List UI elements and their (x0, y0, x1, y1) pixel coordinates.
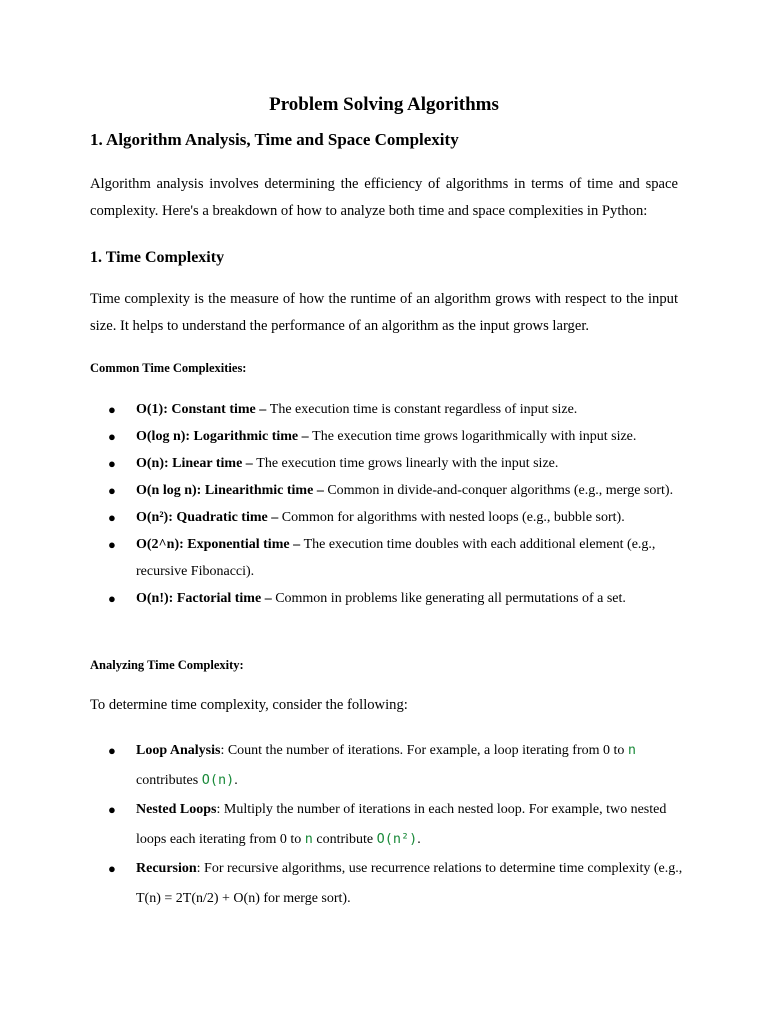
complexity-desc: Common for algorithms with nested loops (e.g., bubble sort). (281, 510, 625, 525)
complexity-desc: Common in problems like generating all permutations of a set. (275, 591, 626, 606)
complexity-desc: The execution time grows linearly with the input size. (256, 456, 559, 471)
complexity-term: O(log n): Logarithmic time (136, 429, 299, 444)
complexity-term: O(n): Linear time (136, 456, 243, 471)
complexity-desc: Common in divide-and-conquer algorithms (e.g., merge sort). (327, 483, 674, 498)
list-item (108, 854, 688, 913)
bullet-icon: ● (108, 456, 116, 471)
time-complexity-paragraph: Time complexity is the measure of how the runtime of an algorithm grows with respect to the input size. It helps to understand the performance of an algorithm as the input grows larger. (90, 291, 678, 334)
analysis-text: : For recursive algorithms, use recurrence relations to determine time complexity (e.g., T(n) = 2T(n/2) + O(n) for merge sort). (136, 861, 683, 906)
inline-code: n (627, 742, 637, 758)
bullet-icon: ● (108, 861, 116, 876)
analysis-list (108, 736, 688, 913)
analysis-term: Nested Loops (136, 802, 217, 817)
bullet-icon: ● (108, 402, 116, 417)
separator: – (242, 456, 257, 471)
complexity-term: O(n log n): Linearithmic time (136, 483, 314, 498)
list-item (108, 585, 688, 612)
complexity-term: O(1): Constant time (136, 402, 256, 417)
list-item (108, 396, 688, 423)
list-item (108, 477, 688, 504)
analysis-text: contributes (136, 772, 202, 788)
analyzing-heading: Analyzing Time Complexity: (90, 658, 244, 672)
analysis-text: : Count the number of iterations. For example, a loop iterating from 0 to (220, 743, 628, 758)
analysis-term: Loop Analysis (136, 743, 221, 758)
complexity-term: O(2^n): Exponential time (136, 537, 290, 552)
bullet-icon: ● (108, 743, 116, 758)
list-item (108, 423, 688, 450)
bullet-icon: ● (108, 429, 116, 444)
separator: – (261, 591, 276, 606)
consider-text: To determine time complexity, consider the following: (90, 697, 408, 713)
analysis-text: contribute (312, 831, 377, 847)
bullet-icon: ● (108, 591, 116, 606)
separator: – (255, 402, 270, 417)
complexities-list (108, 396, 688, 612)
analysis-text: : Multiply the number of iterations in each nested loop. For example, two nested loops each iterating from 0 to (136, 802, 667, 847)
list-item (108, 531, 688, 585)
intro-paragraph: Algorithm analysis involves determining the efficiency of algorithms in terms of time and space complexity. Here's a breakdown of how to analyze both time and space complexities in Python: (90, 176, 678, 219)
complexity-term: O(n²): Quadratic time (136, 510, 268, 525)
complexity-term: O(n!): Factorial time (136, 591, 262, 606)
list-item (108, 450, 688, 477)
bullet-icon: ● (108, 483, 116, 498)
list-item (108, 736, 688, 795)
bullet-icon: ● (108, 510, 116, 525)
complexity-desc: The execution time grows logarithmically with input size. (312, 429, 637, 444)
document-title: Problem Solving Algorithms (269, 94, 499, 115)
inline-code: O(n) (201, 771, 235, 788)
inline-code: O(n²) (376, 830, 418, 847)
bullet-icon: ● (108, 802, 116, 817)
bullet-icon: ● (108, 537, 116, 552)
list-item (108, 504, 688, 531)
analysis-term: Recursion (136, 861, 197, 876)
separator: – (298, 429, 313, 444)
time-complexity-heading: 1. Time Complexity (90, 249, 225, 266)
list-item (108, 795, 688, 854)
separator: – (289, 537, 304, 552)
complexity-desc: The execution time is constant regardless of input size. (269, 402, 578, 417)
analysis-text: . (234, 772, 238, 788)
analysis-text: . (417, 831, 421, 847)
common-complexities-heading: Common Time Complexities: (90, 361, 247, 375)
complexity-desc: The execution time doubles with each additional element (e.g., recursive Fibonacci). (136, 537, 656, 579)
inline-code: n (304, 830, 313, 847)
section-heading: 1. Algorithm Analysis, Time and Space Complexity (90, 130, 459, 149)
separator: – (313, 483, 328, 498)
separator: – (267, 510, 282, 525)
